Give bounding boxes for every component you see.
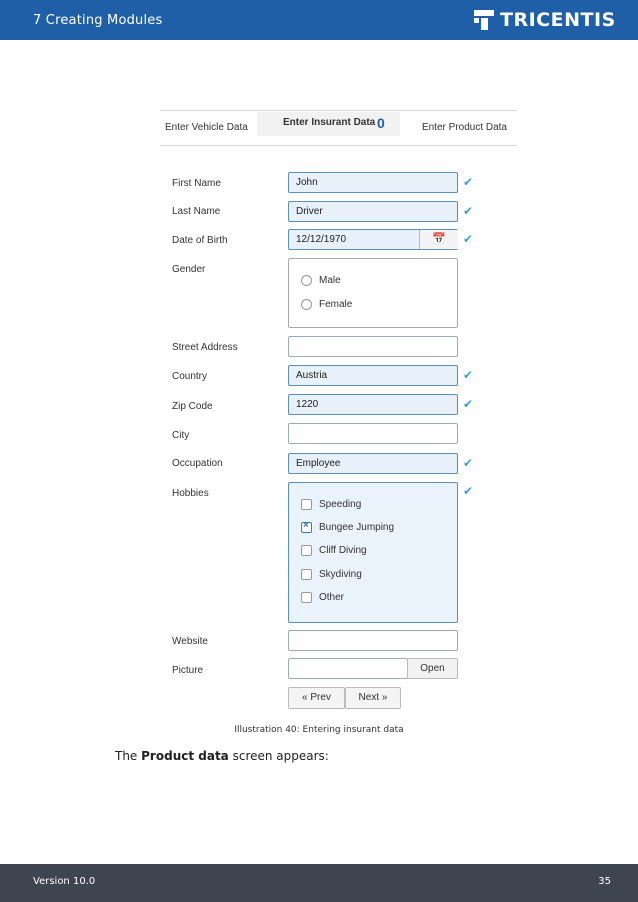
gender-option-female[interactable] [301, 299, 352, 310]
zip-code-check-icon: ✔ [463, 397, 474, 411]
picture-label: Picture [172, 665, 204, 676]
occupation-label: Occupation [172, 458, 223, 469]
hobby-skydiving[interactable] [301, 569, 362, 580]
dob-value: 12/12/1970 [296, 234, 347, 245]
checkbox-icon [301, 499, 312, 510]
tricentis-logo [474, 9, 616, 31]
hobby-label: Speeding [319, 499, 362, 510]
first-name-check-icon: ✔ [463, 175, 474, 189]
body-text-bold: Product data [141, 749, 229, 763]
last-name-check-icon: ✔ [463, 204, 474, 218]
hobby-cliff-diving[interactable] [301, 545, 367, 556]
country-check-icon: ✔ [463, 368, 474, 382]
tab-enter-product-data[interactable]: Enter Product Data [421, 122, 507, 133]
first-name-field[interactable]: John [288, 172, 458, 193]
last-name-label: Last Name [172, 206, 221, 217]
website-label: Website [172, 636, 208, 647]
page-footer [0, 864, 638, 902]
hobby-other[interactable] [301, 592, 344, 603]
checkbox-icon [301, 569, 312, 580]
logo-text: TRICENTIS [500, 9, 616, 31]
tab-insurant-label: Enter Insurant Data [283, 117, 376, 128]
page-number: 35 [598, 876, 611, 887]
wizard-tabs [160, 110, 517, 146]
chapter-title: 7 Creating Modules [33, 13, 163, 28]
tab-enter-insurant-data[interactable] [257, 112, 400, 136]
prev-button[interactable]: « Prev [288, 687, 345, 709]
city-field[interactable] [288, 423, 458, 444]
gender-option-label: Male [319, 275, 341, 286]
tab-insurant-count: 0 [377, 115, 385, 131]
dob-label: Date of Birth [172, 235, 228, 246]
hobby-label: Cliff Diving [319, 545, 367, 556]
tab-enter-vehicle-data[interactable]: Enter Vehicle Data [165, 122, 248, 133]
dob-field[interactable] [288, 229, 458, 250]
version-label: Version 10.0 [33, 876, 96, 887]
hobbies-label: Hobbies [172, 488, 209, 499]
dob-check-icon: ✔ [463, 232, 474, 246]
radio-button-icon [301, 275, 312, 286]
gender-label: Gender [172, 264, 206, 275]
zip-code-field[interactable]: 1220 [288, 394, 458, 415]
country-select[interactable]: Austria [288, 365, 458, 386]
page-header [0, 0, 638, 40]
country-label: Country [172, 371, 208, 382]
hobbies-checkbox-group [288, 482, 458, 623]
occupation-select[interactable]: Employee [288, 453, 458, 474]
next-button[interactable]: Next » [345, 687, 401, 709]
gender-option-label: Female [319, 299, 353, 310]
hobby-label: Other [319, 592, 345, 603]
body-paragraph [115, 749, 329, 763]
hobby-label: Skydiving [319, 569, 362, 580]
gender-option-male[interactable] [301, 275, 341, 286]
open-button[interactable]: Open [407, 658, 458, 679]
checkbox-icon [301, 592, 312, 603]
occupation-check-icon: ✔ [463, 456, 474, 470]
zip-code-label: Zip Code [172, 401, 213, 412]
body-text-before: The [115, 749, 142, 763]
calendar-icon[interactable]: 📅 [419, 230, 458, 249]
website-field[interactable] [288, 630, 458, 651]
hobby-speeding[interactable] [301, 499, 361, 510]
hobbies-check-icon: ✔ [463, 484, 474, 498]
hobby-label: Bungee Jumping [319, 522, 395, 533]
hobby-bungee-jumping[interactable] [301, 522, 394, 533]
checkbox-checked-icon [301, 522, 312, 533]
figure-caption: Illustration 40: Entering insurant data [234, 725, 404, 735]
picture-field[interactable] [288, 658, 408, 679]
gender-radio-group [288, 258, 458, 328]
first-name-label: First Name [172, 178, 221, 189]
last-name-field[interactable]: Driver [288, 201, 458, 222]
street-address-label: Street Address [172, 342, 238, 353]
radio-button-icon [301, 299, 312, 310]
street-address-field[interactable] [288, 336, 458, 357]
logo-mark-icon [474, 10, 494, 30]
checkbox-icon [301, 545, 312, 556]
body-text-after: screen appears: [228, 749, 329, 763]
city-label: City [172, 430, 190, 441]
